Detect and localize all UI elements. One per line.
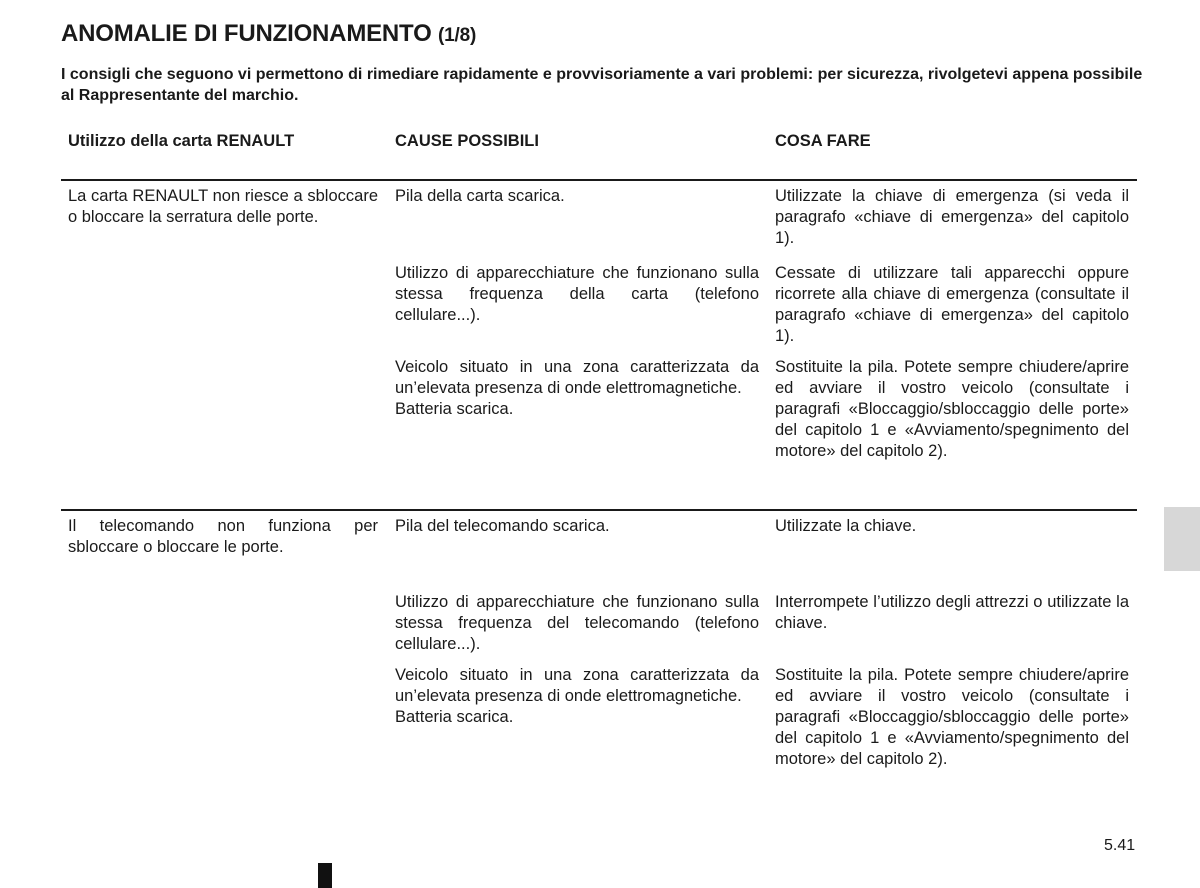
header-causes: CAUSE POSSIBILI <box>395 132 539 150</box>
intro-text: I consigli che seguono vi permettono di rimediare rapidamente e provvisoriamente a vari problemi: per sicurezza, rivolgetevi appena possibile al Rappresentante del marchio. <box>61 66 1143 104</box>
cause-cell: Utilizzo di apparecchiature che funzionano sulla stessa frequenza della carta (telefono cellulare...). <box>395 264 759 324</box>
title-text: ANOMALIE DI FUNZIONAMENTO <box>61 20 432 47</box>
chapter-tab <box>1164 507 1200 571</box>
cause-cell: Veicolo situato in una zona caratterizzata da un’elevata presenza di onde elettromagnetiche. Batteria scarica. <box>395 358 759 418</box>
action-cell: Sostituite la pila. Potete sempre chiudere/aprire ed avviare il vostro veicolo (consultate i paragrafi «Bloccaggio/sbloccaggio delle porte» del capitolo 1 e «Avviamento/spegnimento del motore» del capitolo 2). <box>775 666 1129 768</box>
header-actions: COSA FARE <box>775 132 871 150</box>
action-cell: Interrompete l’utilizzo degli attrezzi o utilizzate la chiave. <box>775 593 1129 632</box>
problem-card: La carta RENAULT non riesce a sbloccare o bloccare la serratura delle porte. <box>68 187 378 226</box>
page-title <box>61 20 476 48</box>
cause-cell: Pila del telecomando scarica. <box>395 517 610 535</box>
action-cell: Sostituite la pila. Potete sempre chiudere/aprire ed avviare il vostro veicolo (consultate i paragrafi «Bloccaggio/sbloccaggio delle porte» del capitolo 1 e «Avviamento/spegnimento del motore» del capitolo 2). <box>775 358 1129 460</box>
cause-cell: Utilizzo di apparecchiature che funzionano sulla stessa frequenza del telecomando (telefono cellulare...). <box>395 593 759 653</box>
cause-cell: Veicolo situato in una zona caratterizzata da un’elevata presenza di onde elettromagnetiche. Batteria scarica. <box>395 666 759 726</box>
section-divider <box>61 179 1137 181</box>
title-part: (1/8) <box>438 25 477 46</box>
header-problem: Utilizzo della carta RENAULT <box>68 132 295 150</box>
cause-cell: Pila della carta scarica. <box>395 187 565 205</box>
section-divider <box>61 509 1137 511</box>
print-mark <box>318 863 332 888</box>
problem-remote: Il telecomando non funziona per sbloccare o bloccare le porte. <box>68 517 378 556</box>
action-cell: Utilizzate la chiave di emergenza (si veda il paragrafo «chiave di emergenza» del capitolo 1). <box>775 187 1129 247</box>
action-cell: Cessate di utilizzare tali apparecchi oppure ricorrete alla chiave di emergenza (consultate il paragrafo «chiave di emergenza» del capitolo 1). <box>775 264 1129 345</box>
action-cell: Utilizzate la chiave. <box>775 517 917 535</box>
page-number: 5.41 <box>1104 837 1136 854</box>
